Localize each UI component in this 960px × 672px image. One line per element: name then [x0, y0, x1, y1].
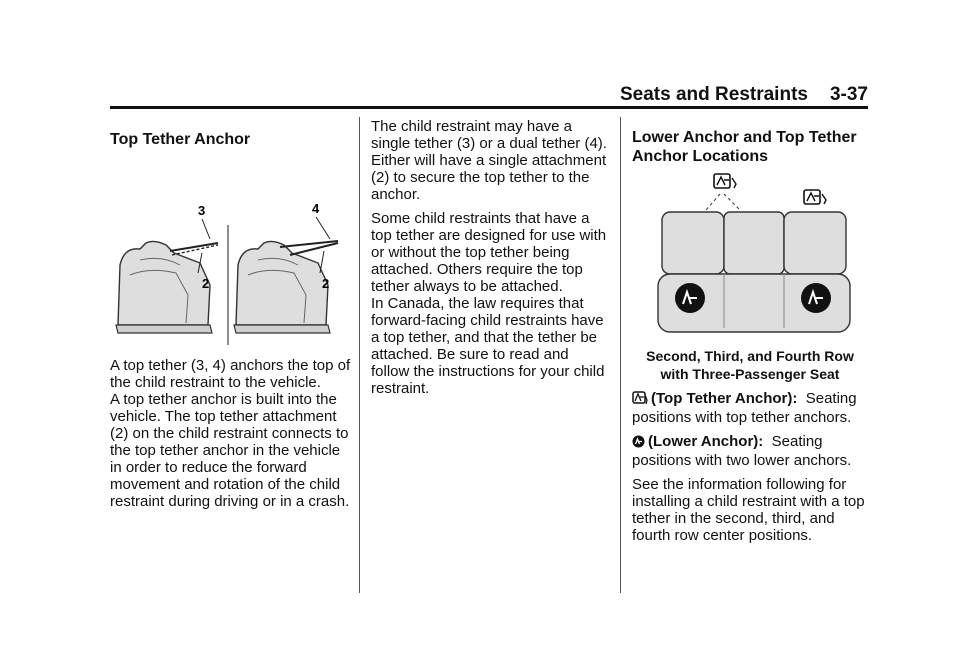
section-heading-top-tether: Top Tether Anchor [110, 131, 251, 148]
paragraph-tether-intro: A top tether (3, 4) anchors the top of the child restraint to the vehicle. [110, 357, 351, 391]
seatback-left [662, 212, 724, 274]
seatback-right [784, 212, 846, 274]
paragraph-tether-icon-def [632, 390, 868, 426]
child-seat-dual-tether-drawing [234, 217, 338, 333]
rear-seat-anchor-diagram [654, 168, 864, 343]
lower-anchor-icon-left [675, 283, 705, 313]
caption-line-1: Second, Third, and Fourth Row [646, 348, 854, 364]
tether-anchor-text: Seating positions with top tether anchors. [632, 390, 857, 426]
column-divider-left [359, 117, 360, 593]
figure-caption [632, 347, 868, 383]
column-divider-right [620, 117, 621, 593]
page-number: 3-37 [829, 84, 868, 105]
tether-anchor-label: (Top Tether Anchor): [651, 390, 798, 407]
lower-anchor-icon [632, 435, 645, 452]
paragraph-canada-law: In Canada, the law requires that forward-facing child restraints have a top tether, and that the tether be attached. Be sure to read and follow the instructions for your child restraint. [371, 295, 605, 397]
lower-anchor-text: Seating positions with two lower anchors. [632, 433, 852, 469]
column-2 [371, 118, 611, 397]
callout-2-right: 2 [322, 276, 330, 291]
top-tether-anchor-icon [632, 391, 648, 409]
seatback-center [724, 212, 784, 274]
caption-line-2: with Three-Passenger Seat [660, 366, 840, 382]
column-3 [632, 118, 868, 544]
paragraph-single-dual-tether: The child restraint may have a single tether (3) or a dual tether (4). Either will have a single attachment (2) to secure the top tether to the anchor. [371, 118, 607, 203]
callout-2-left: 2 [202, 276, 210, 291]
top-tether-icon-center [714, 174, 736, 188]
callout-3: 3 [198, 203, 206, 218]
paragraph-lower-icon-def [632, 433, 868, 469]
page-header [620, 84, 868, 106]
header-rule [110, 106, 868, 109]
paragraph-tether-designs: Some child restraints that have a top tether are designed for use with or without the top tether being attached. Others require the top tether always to be attached. [371, 210, 607, 295]
top-tether-icon-right [804, 190, 826, 204]
column-1 [110, 118, 355, 510]
section-heading-anchor-locations: Lower Anchor and Top Tether Anchor Locations [632, 129, 857, 165]
section-title: Seats and Restraints [620, 84, 808, 105]
child-seat-tether-illustration [110, 155, 355, 355]
paragraph-tether-anchor: A top tether anchor is built into the vehicle. The top tether attachment (2) on the child restraint connects to the top tether anchor in the vehicle in order to reduce the forward movement and rotation of the child restraint during driving or in a crash. [110, 391, 350, 510]
paragraph-center-positions: See the information following for installing a child restraint with a top tether in the second, third, and fourth row center positions. [632, 476, 865, 544]
lower-anchor-icon-right [801, 283, 831, 313]
lower-anchor-label: (Lower Anchor): [648, 433, 764, 450]
callout-4: 4 [312, 201, 320, 216]
